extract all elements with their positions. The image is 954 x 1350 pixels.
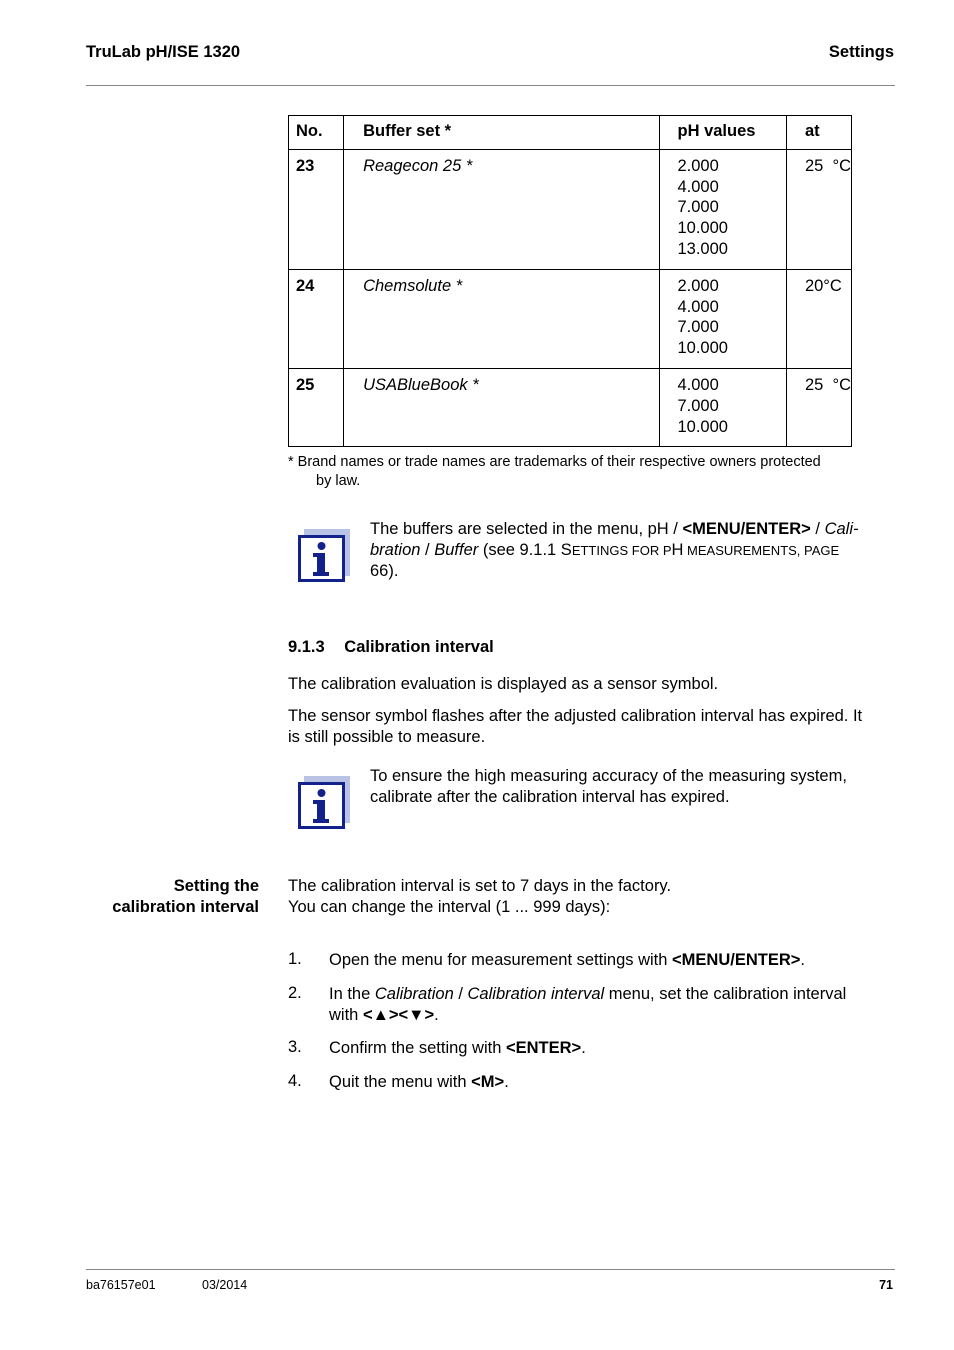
table-row: [289, 368, 852, 446]
key-menu-enter: <MENU/ENTER>: [672, 951, 801, 969]
ph-value: 10.000: [677, 339, 728, 358]
running-header-title: TruLab pH/ISE 1320: [86, 43, 241, 61]
col-header-no: No.: [289, 116, 344, 150]
section-number: 9.1.3: [288, 638, 325, 656]
cross-reference-page: 66).: [370, 562, 399, 580]
row-temperature: 25 °C: [786, 368, 851, 446]
row-buffer-name: Reagecon 25 *: [344, 149, 660, 269]
row-temperature: 20°C: [786, 269, 851, 368]
note-text: The buffers are selected in the menu, pH /: [370, 520, 683, 538]
menu-path-calibration: Calibration: [374, 985, 454, 1003]
row-no: 23: [289, 149, 344, 269]
ph-value: 4.000: [677, 177, 719, 196]
ph-value: 10.000: [677, 417, 728, 436]
step-text: [329, 1038, 894, 1059]
step-fragment: .: [800, 951, 805, 969]
cross-reference: (see 9.1.1 S: [478, 541, 572, 559]
ph-value: 10.000: [677, 219, 728, 238]
menu-path-calibration-interval: Calibration interval: [467, 985, 605, 1003]
key-up-down-arrows: <▲><▼>: [362, 1006, 435, 1024]
side-heading-line: Setting the: [173, 877, 259, 895]
menu-path-calibration: Cali-: [824, 520, 859, 538]
step-fragment: In the: [329, 985, 375, 1003]
menu-path-buffer: Buffer: [434, 541, 479, 559]
cross-reference: MEASUREMENTS, PAGE: [683, 543, 840, 558]
side-heading: [112, 876, 259, 918]
section-heading: [288, 638, 494, 657]
col-header-at: at: [786, 116, 851, 150]
note-line: calibrate after the calibration interval has expired.: [370, 788, 730, 806]
paragraph: The calibration evaluation is displayed as a sensor symbol.: [288, 675, 719, 693]
step-fragment: /: [453, 985, 468, 1003]
buffer-set-table: [288, 115, 852, 447]
row-buffer-name: Chemsolute *: [344, 269, 660, 368]
ph-value: 4.000: [677, 297, 719, 316]
step-number: 3.: [288, 1038, 302, 1056]
step-number: 1.: [288, 950, 302, 968]
key-menu-enter: <MENU/ENTER>: [682, 520, 811, 538]
step-fragment: Open the menu for measurement settings with: [329, 951, 673, 969]
note-text: /: [420, 541, 435, 559]
row-buffer-name: USABlueBook *: [344, 368, 660, 446]
step-text: [329, 1072, 894, 1093]
step-fragment: .: [504, 1073, 509, 1091]
table-footnote: [288, 453, 878, 491]
footer-page-number: 71: [879, 1278, 893, 1292]
step-fragment: with: [329, 1006, 363, 1024]
ph-value: 7.000: [677, 198, 719, 217]
step-fragment: .: [434, 1006, 439, 1024]
step-number: 2.: [288, 984, 302, 1002]
info-icon: [298, 776, 350, 829]
cross-reference: H: [671, 541, 684, 559]
row-ph-values: [660, 269, 786, 368]
ph-value: 2.000: [677, 156, 719, 175]
row-no: 24: [289, 269, 344, 368]
note-calibration-accuracy: [370, 766, 895, 808]
footer-doc-number: ba76157e01: [86, 1278, 156, 1292]
header-rule: [86, 85, 895, 86]
row-ph-values: [660, 368, 786, 446]
cross-reference: ETTINGS FOR P: [571, 543, 672, 558]
step-fragment: Quit the menu with: [329, 1073, 472, 1091]
table-header-row: [289, 116, 852, 150]
col-header-buffer-set: Buffer set *: [344, 116, 660, 150]
key-enter: <ENTER>: [506, 1039, 582, 1057]
table-row: [289, 149, 852, 269]
paragraph: [288, 706, 898, 748]
col-header-ph-values: pH values: [660, 116, 786, 150]
footnote-line: * Brand names or trade names are trademarks of their respective owners protected: [288, 454, 821, 470]
ph-value: 2.000: [677, 276, 719, 295]
footnote-line: by law.: [316, 473, 361, 489]
footer-rule: [86, 1269, 895, 1270]
ph-value: 7.000: [677, 318, 719, 337]
info-icon: [298, 529, 350, 582]
setting-description: [288, 876, 671, 918]
paragraph-line: You can change the interval (1 ... 999 days):: [288, 898, 611, 916]
side-heading-line: calibration interval: [112, 898, 259, 916]
menu-path-calibration: bration: [370, 541, 421, 559]
running-header-section: Settings: [828, 43, 894, 61]
key-m: <M>: [471, 1073, 505, 1091]
row-temperature: 25 °C: [786, 149, 851, 269]
note-line: To ensure the high measuring accuracy of the measuring system,: [370, 767, 847, 785]
step-number: 4.: [288, 1072, 302, 1090]
ph-value: 13.000: [677, 239, 728, 258]
step-fragment: Confirm the setting with: [329, 1039, 506, 1057]
paragraph-line: is still possible to measure.: [288, 728, 486, 746]
note-text: /: [810, 520, 825, 538]
paragraph-line: The calibration interval is set to 7 days in the factory.: [288, 877, 672, 895]
step-text: [329, 984, 894, 1026]
ph-value: 7.000: [677, 396, 719, 415]
footer-date: 03/2014: [202, 1278, 248, 1292]
note-buffer-selection: [370, 519, 895, 582]
step-text: [329, 950, 894, 971]
row-ph-values: [660, 149, 786, 269]
step-fragment: menu, set the calibration interval: [604, 985, 847, 1003]
table-row: [289, 269, 852, 368]
row-no: 25: [289, 368, 344, 446]
step-fragment: .: [581, 1039, 586, 1057]
ph-value: 4.000: [677, 375, 719, 394]
paragraph-line: The sensor symbol flashes after the adjusted calibration interval has expired. It: [288, 707, 863, 725]
section-title: Calibration interval: [344, 638, 494, 656]
